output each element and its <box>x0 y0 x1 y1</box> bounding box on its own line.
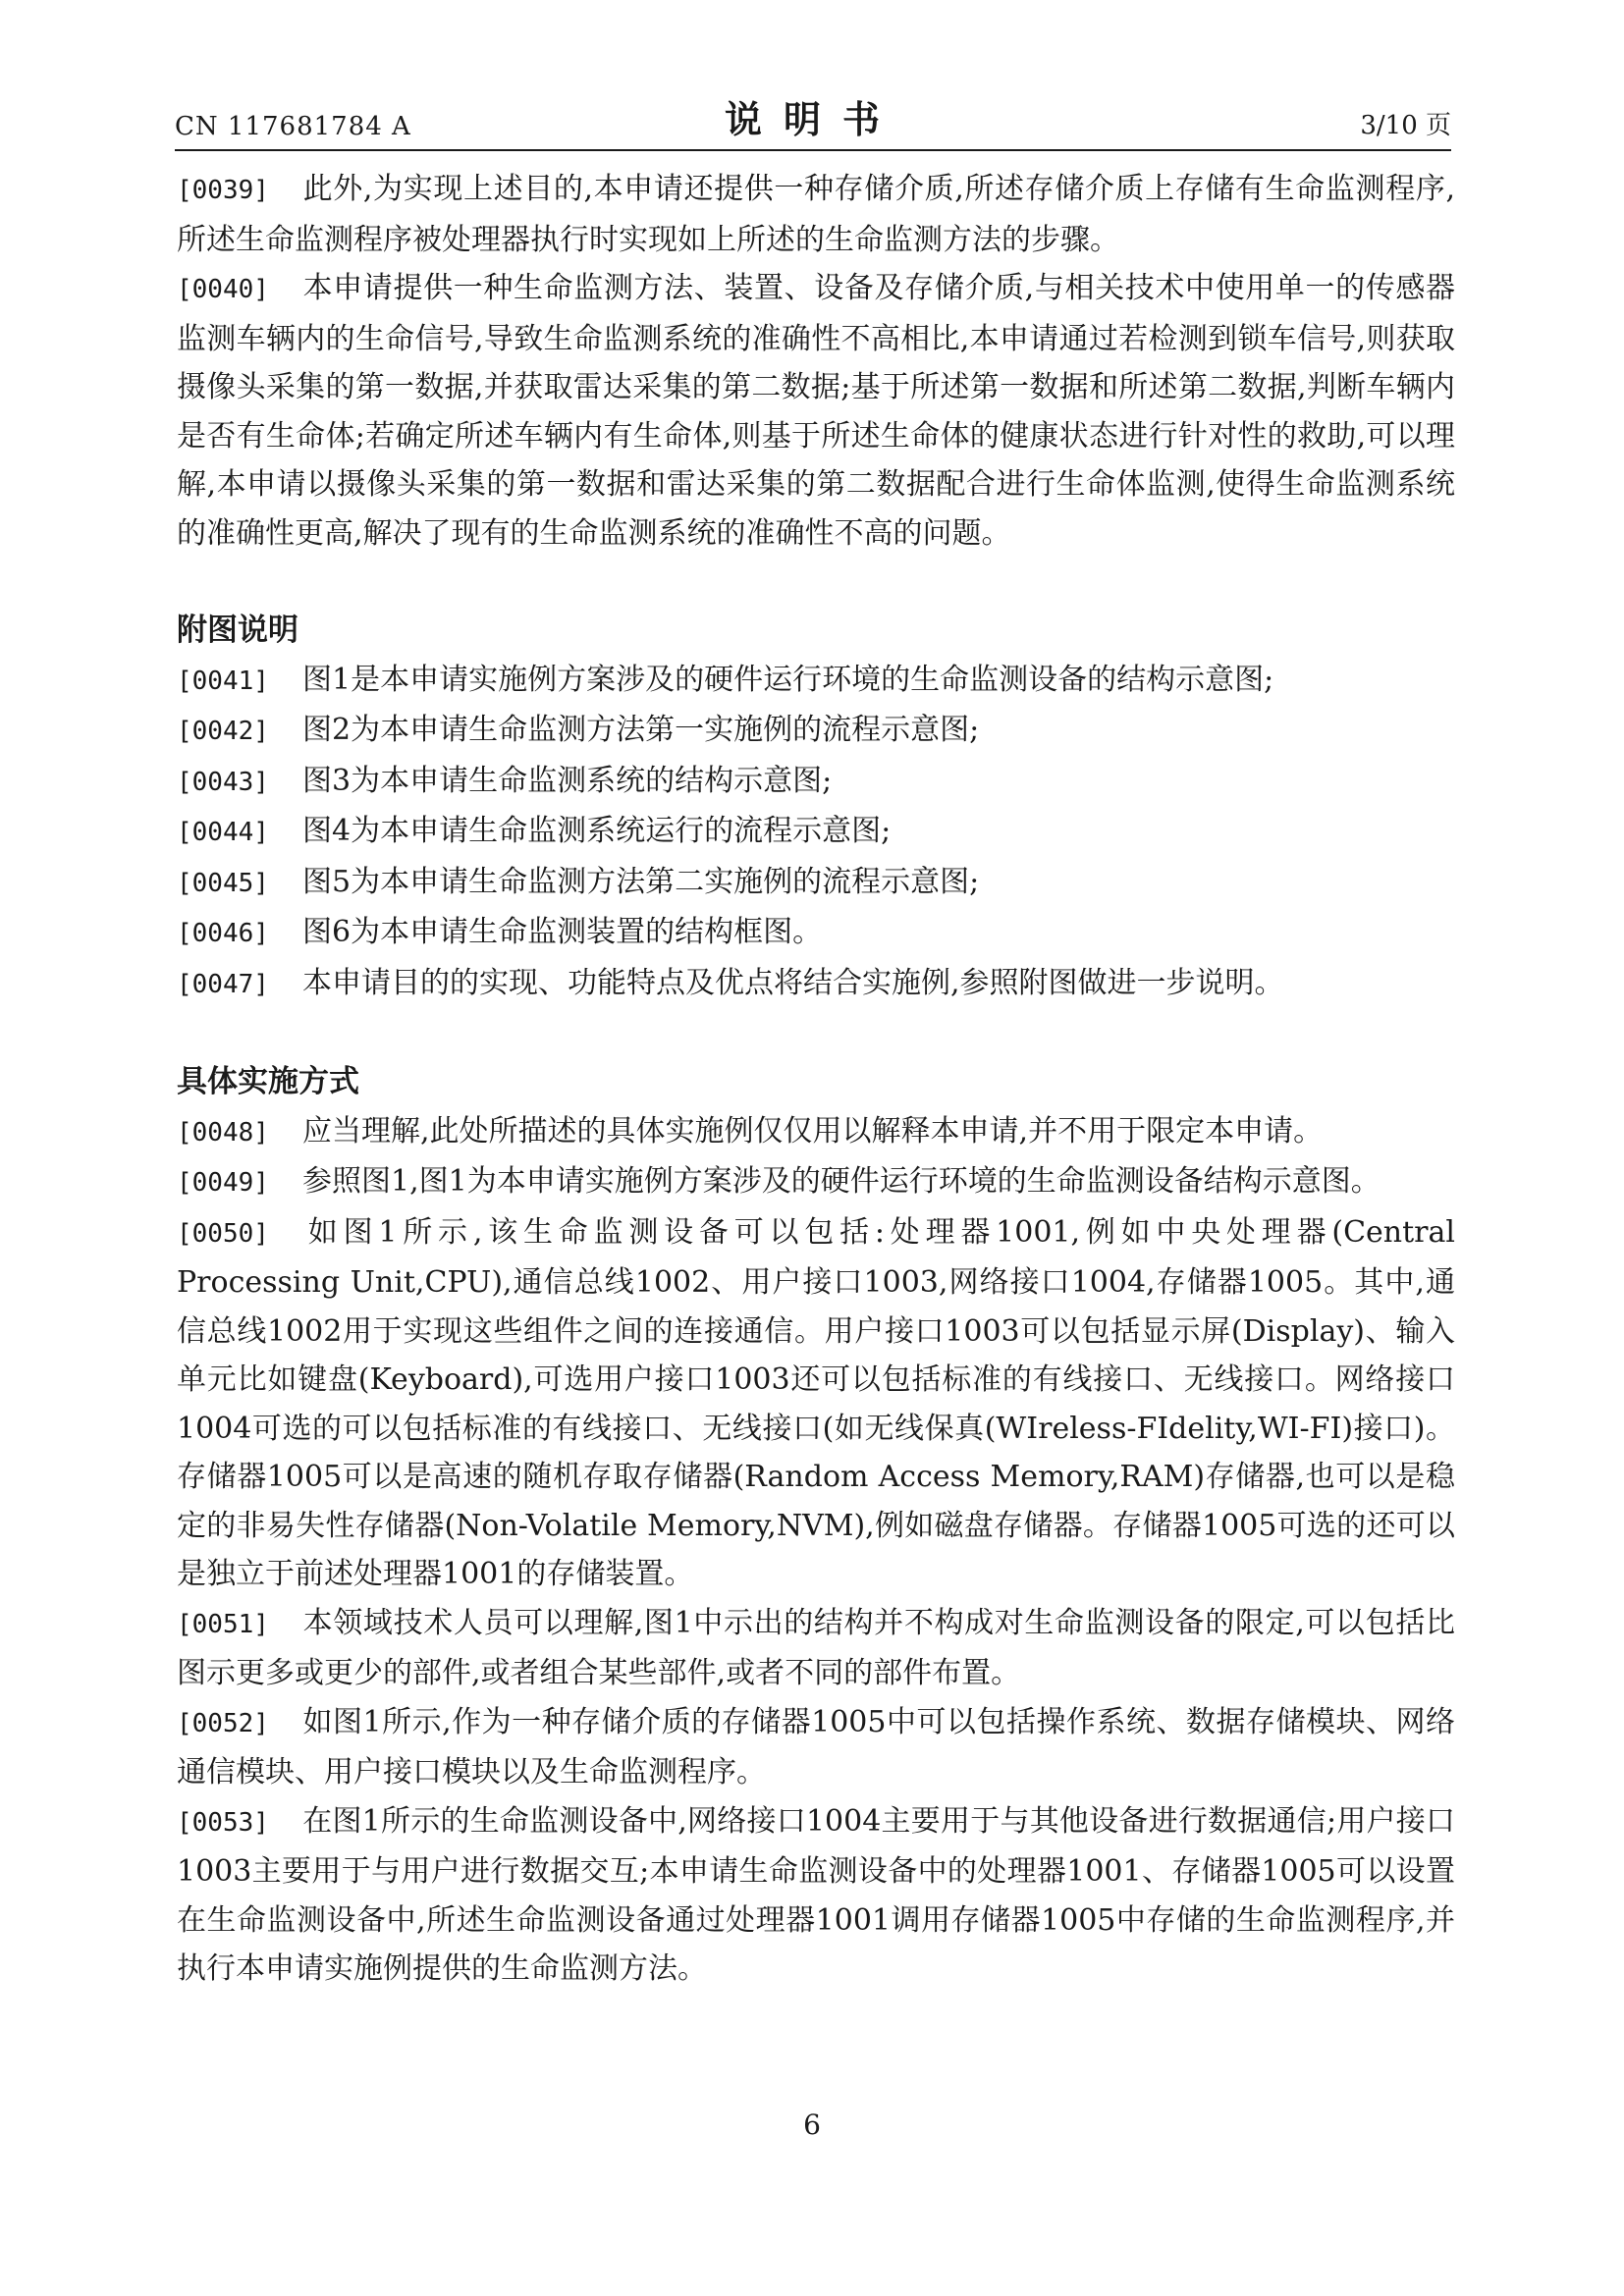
paragraph <box>177 1157 1455 1208</box>
paragraph <box>177 959 1455 1010</box>
paragraph-number: [0040] <box>177 275 269 304</box>
paragraph <box>177 165 1455 264</box>
paragraph <box>177 757 1455 808</box>
paragraph-number: [0049] <box>177 1168 269 1198</box>
paragraph-number: [0042] <box>177 717 269 746</box>
paragraph <box>177 264 1455 558</box>
paragraph <box>177 1797 1455 1994</box>
paragraph-number: [0050] <box>177 1218 269 1249</box>
paragraph-number: [0041] <box>177 666 269 696</box>
paragraph-number: [0048] <box>177 1117 269 1148</box>
paragraph-text: 参照图1,图1为本申请实施例方案涉及的硬件运行环境的生命监测设备结构示意图。 <box>302 1164 1380 1199</box>
paragraph-text: 图2为本申请生命监测方法第一实施例的流程示意图; <box>302 713 980 747</box>
paragraph-number: [0053] <box>177 1807 269 1838</box>
page-header <box>175 94 1451 145</box>
section-heading-embodiments: 具体实施方式 <box>177 1064 359 1099</box>
paragraph-number: [0039] <box>177 176 269 205</box>
paragraph <box>177 1599 1455 1698</box>
paragraph-text: 应当理解,此处所描述的具体实施例仅仅用以解释本申请,并不用于限定本申请。 <box>302 1113 1324 1148</box>
section-gap <box>177 558 1455 607</box>
paragraph <box>177 1107 1455 1158</box>
page-title: 说明书 <box>724 98 901 141</box>
paragraph-text: 图1是本申请实施例方案涉及的硬件运行环境的生命监测设备的结构示意图; <box>302 662 1274 697</box>
paragraph-number: [0051] <box>177 1609 269 1639</box>
paragraph <box>177 1208 1455 1599</box>
paragraph-text: 本领域技术人员可以理解,图1中示出的结构并不构成对生命监测设备的限定,可以包括比图示更多或更少的部件,或者组合某些部件,或者不同的部件布置。 <box>177 1605 1455 1690</box>
paragraph <box>177 807 1455 858</box>
paragraph-text: 本申请目的的实现、功能特点及优点将结合实施例,参照附图做进一步说明。 <box>302 965 1284 1000</box>
page-indicator: 3/10 页 <box>1360 111 1451 140</box>
page-number: 6 <box>803 2109 821 2141</box>
paragraph <box>177 656 1455 707</box>
paragraph-number: [0047] <box>177 969 269 999</box>
paragraph-text: 在图1所示的生命监测设备中,网络接口1004主要用于与其他设备进行数据通信;用户接口1003主要用于与用户进行数据交互;本申请生命监测设备中的处理器1001、存储器1005可以设置在生命监测设备中,所述生命监测设备通过处理器1001调用存储器1005中存储的生命监测程序,并执行本申请实施例提供的生命监测方法。 <box>177 1803 1455 1986</box>
paragraph-number: [0044] <box>177 818 269 847</box>
section-heading-figures: 附图说明 <box>177 613 298 648</box>
paragraph-text: 本申请提供一种生命监测方法、装置、设备及存储介质,与相关技术中使用单一的传感器监测车辆内的生命信号,导致生命监测系统的准确性不高相比,本申请通过若检测到锁车信号,则获取摄像头采集的第一数据,并获取雷达采集的第二数据;基于所述第一数据和所述第二数据,判断车辆内是否有生命体;若确定所述车辆内有生命体,则基于所述生命体的健康状态进行针对性的救助,可以理解,本申请以摄像头采集的第一数据和雷达采集的第二数据配合进行生命体监测,使得生命监测系统的准确性更高,解决了现有的生命监测系统的准确性不高的问题。 <box>177 271 1455 551</box>
paragraph-text: 图3为本申请生命监测系统的结构示意图; <box>302 763 833 798</box>
doc-number: CN 117681784 A <box>175 112 411 141</box>
header-rule <box>175 149 1451 151</box>
paragraph-text: 图6为本申请生命监测装置的结构框图。 <box>302 915 823 949</box>
paragraph-text: 此外,为实现上述目的,本申请还提供一种存储介质,所述存储介质上存储有生命监测程序,所述生命监测程序被处理器执行时实现如上所述的生命监测方法的步骤。 <box>177 172 1455 257</box>
paragraph <box>177 908 1455 959</box>
paragraph-text: 图5为本申请生命监测方法第二实施例的流程示意图; <box>302 864 980 899</box>
paragraph-number: [0045] <box>177 868 269 898</box>
paragraph <box>177 1698 1455 1797</box>
paragraph-text: 如图1所示,作为一种存储介质的存储器1005中可以包括操作系统、数据存储模块、网络通信模块、用户接口模块以及生命监测程序。 <box>177 1704 1455 1789</box>
paragraph-number: [0052] <box>177 1708 269 1738</box>
paragraph <box>177 858 1455 909</box>
paragraph-number: [0046] <box>177 919 269 948</box>
paragraph-text: 图4为本申请生命监测系统运行的流程示意图; <box>302 814 892 848</box>
section-gap <box>177 1009 1455 1058</box>
paragraph <box>177 706 1455 757</box>
document-body <box>177 165 1455 1994</box>
paragraph-number: [0043] <box>177 767 269 797</box>
paragraph-text: 如图1所示,该生命监测设备可以包括:处理器1001,例如中央处理器(Central Processing Unit,CPU),通信总线1002、用户接口1003,网络接口1004,存储器1005。其中,通信总线1002用于实现这些组件之间的连接通信。用户接口1003可以包括显示屏(Display)、输入单元比如键盘(Keyboard),可选用户接口1003还可以包括标准的有线接口、无线接口。网络接口1004可选的可以包括标准的有线接口、无线接口(如无线保真(WIreless-FIdelity,WI-FI)接口)。存储器1005可以是高速的随机存取存储器(Random Access Memory,RAM)存储器,也可以是稳定的非易失性存储器(Non-Volatile Memory,NVM),例如磁盘存储器。存储器1005可选的还可以是独立于前述处理器1001的存储装置。 <box>177 1214 1455 1591</box>
